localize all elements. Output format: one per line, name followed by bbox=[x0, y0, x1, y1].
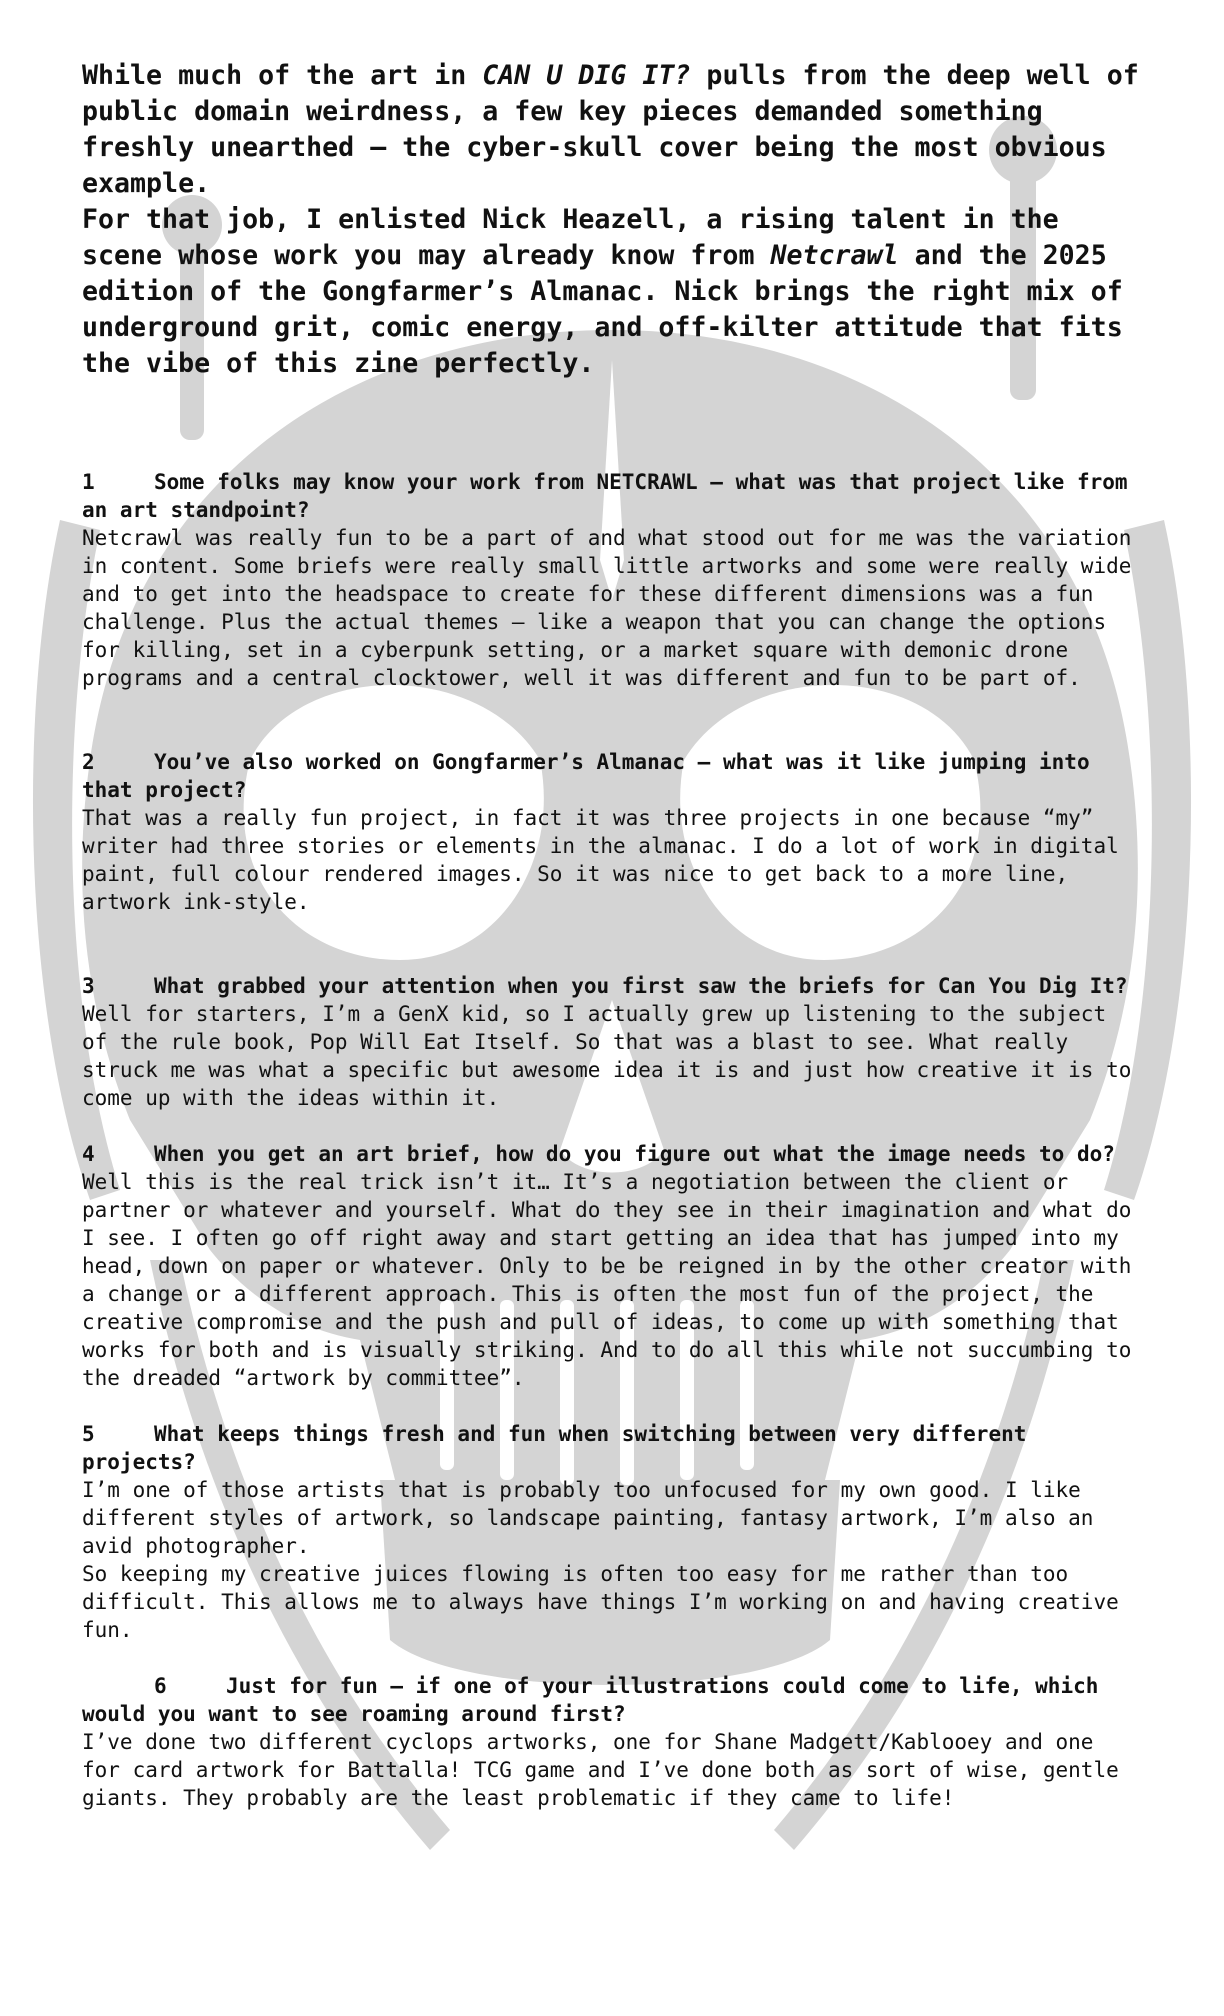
question bbox=[82, 468, 1144, 524]
intro-paragraph-1 bbox=[82, 58, 1144, 202]
qa-item bbox=[82, 468, 1144, 692]
intro-text: and the 2025 edition of the Gongfarmer’s Almanac. Nick brings the right mix of underground grit, comic energy, and off-kilter attitude that fits the vibe of this zine perfectly. bbox=[82, 240, 1123, 379]
answer: Well for starters, I’m a GenX kid, so I actually grew up listening to the subject of the rule book, Pop Will Eat Itself. So that was a blast to see. What really struck me was what a specific but awesome idea it is and just how creative it is to come up with the ideas within it. bbox=[82, 1002, 1132, 1110]
intro-section bbox=[82, 58, 1144, 382]
answer: Well this is the real trick isn’t it… It’s a negotiation between the client or partner or whatever and yourself. What do they see in their imagination and what do I see. I often go off right away and start getting an idea that has jumped into my head, down on paper or whatever. Only to be be reigned in by the other creator with a change or a different approach. This is often the most fun of the project, the creative compromise and the push and pull of ideas, to come up with something that works for both and is visually striking. And to do all this while not succumbing to the dreaded “artwork by committee”. bbox=[82, 1170, 1132, 1390]
question-text: What grabbed your attention when you first saw the briefs for Can You Dig It? bbox=[154, 974, 1128, 998]
intro-text: For that job, I enlisted Nick Heazell, a rising talent in the scene whose work you may already know from bbox=[82, 204, 1059, 271]
question-number: 3 bbox=[82, 974, 95, 998]
zine-title: CAN U DIG IT? bbox=[482, 60, 691, 91]
question-text: You’ve also worked on Gongfarmer’s Almanac — what was it like jumping into that project? bbox=[82, 750, 1090, 802]
answer: Netcrawl was really fun to be a part of and what stood out for me was the variation in content. Some briefs were really small little artworks and some were really wide and to get into the headspace to create for these different dimensions was a fun challenge. Plus the actual themes – like a weapon that you can change the options for killing, set in a cyberpunk setting, or a market square with demonic drone programs and a central clocktower, well it was different and fun to be part of. bbox=[82, 526, 1132, 690]
answer: So keeping my creative juices flowing is often too easy for me rather than too difficult. This allows me to always have things I’m working on and having creative fun. bbox=[82, 1562, 1119, 1642]
question-text: What keeps things fresh and fun when switching between very different projects? bbox=[82, 1422, 1027, 1474]
question-number: 5 bbox=[82, 1422, 95, 1446]
qa-item bbox=[82, 972, 1144, 1112]
question-number: 2 bbox=[82, 750, 95, 774]
intro-text: While much of the art in bbox=[82, 60, 483, 91]
intro-text: pulls from the deep well of public domain weirdness, a few key pieces demanded something freshly unearthed — the cyber-skull cover being the most obvious example. bbox=[82, 60, 1139, 199]
question bbox=[82, 1420, 1144, 1476]
question-text: When you get an art brief, how do you figure out what the image needs to do? bbox=[154, 1142, 1115, 1166]
answer: That was a really fun project, in fact it was three projects in one because “my” writer had three stories or elements in the almanac. I do a lot of work in digital paint, full colour rendered images. So it was nice to get back to a more line, artwork ink-style. bbox=[82, 806, 1119, 914]
question bbox=[82, 1140, 1144, 1168]
question bbox=[82, 1672, 1144, 1728]
document-page bbox=[82, 58, 1144, 1812]
question bbox=[82, 748, 1144, 804]
question-number: 6 bbox=[154, 1674, 167, 1698]
qa-item bbox=[82, 1672, 1144, 1812]
question-text: Some folks may know your work from NETCRAWL — what was that project like from an art standpoint? bbox=[82, 470, 1128, 522]
intro-paragraph-2 bbox=[82, 202, 1144, 382]
qa-item bbox=[82, 1140, 1144, 1392]
answer: I’ve done two different cyclops artworks, one for Shane Madgett/Kablooey and one for card artwork for Battalla! TCG game and I’ve done both as sort of wise, gentle giants. They probably are the least problematic if they came to life! bbox=[82, 1730, 1119, 1810]
answer: I’m one of those artists that is probably too unfocused for my own good. I like different styles of artwork, so landscape painting, fantasy artwork, I’m also an avid photographer. bbox=[82, 1478, 1094, 1558]
netcrawl-title: Netcrawl bbox=[770, 240, 899, 271]
interview-section bbox=[82, 468, 1144, 1812]
qa-item bbox=[82, 1420, 1144, 1644]
question-text: Just for fun — if one of your illustrations could come to life, which would you want to see roaming around first? bbox=[82, 1674, 1099, 1726]
question-number: 4 bbox=[82, 1142, 95, 1166]
question bbox=[82, 972, 1144, 1000]
question-number: 1 bbox=[82, 470, 95, 494]
qa-item bbox=[82, 748, 1144, 916]
